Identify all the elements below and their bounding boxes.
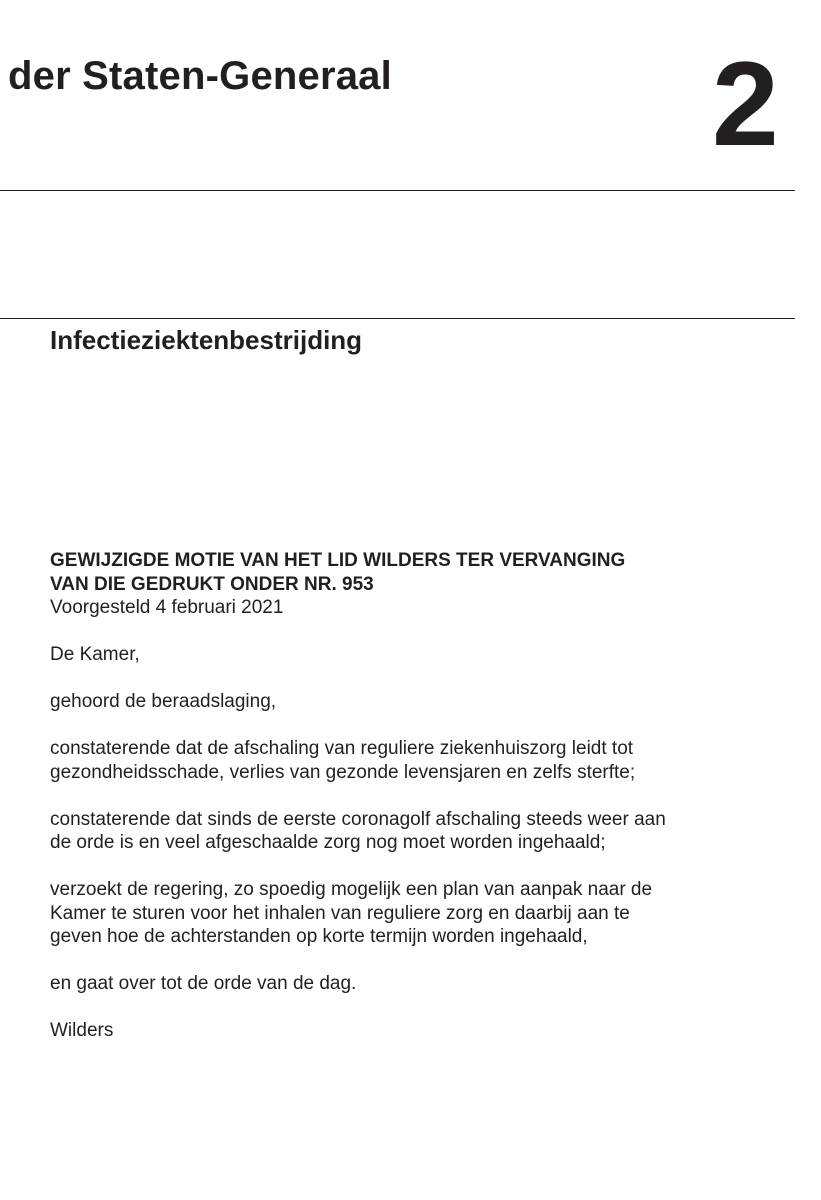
divider-top — [0, 190, 795, 191]
paragraph-request — [50, 878, 790, 949]
paragraph-line: constaterende dat sinds de eerste coronagolf afschaling steeds weer aan — [50, 808, 666, 830]
paragraph-heard — [50, 690, 790, 714]
paragraph-line: De Kamer, — [50, 644, 140, 665]
paragraph-line: gezondheidsschade, verlies van gezonde levensjaren en zelfs sterfte; — [50, 761, 636, 783]
signature-name — [50, 1019, 790, 1043]
divider-subject — [0, 318, 795, 319]
paragraph-line: gehoord de beraadslaging, — [50, 691, 277, 712]
paragraph-line: constaterende dat de afschaling van reguliere ziekenhuiszorg leidt tot — [50, 738, 634, 759]
paragraph-line: Wilders — [50, 1020, 114, 1041]
proposed-date: Voorgesteld 4 februari 2021 — [50, 597, 284, 618]
paragraph-line: en gaat over tot de orde van de dag. — [50, 973, 357, 994]
paragraph-line: geven hoe de achterstanden op korte termijn worden ingehaald, — [50, 926, 588, 947]
motion-heading-line: VAN DIE GEDRUKT ONDER NR. 953 — [50, 573, 374, 595]
motion-heading-line: GEWIJZIGDE MOTIE VAN HET LID WILDERS TER VERVANGING — [50, 550, 626, 571]
publication-title: der Staten-Generaal — [8, 54, 392, 98]
paragraph-closing — [50, 972, 790, 996]
paragraph-line: Kamer te sturen voor het inhalen van reguliere zorg en daarbij aan te — [50, 902, 630, 924]
motion-body — [50, 549, 790, 1043]
paragraph-finding-2 — [50, 808, 790, 855]
paragraph-line: verzoekt de regering, zo spoedig mogelijk een plan van aanpak naar de — [50, 879, 653, 900]
paragraph-line: de orde is en veel afgeschaalde zorg nog moet worden ingehaald; — [50, 832, 606, 853]
motion-heading — [50, 549, 790, 596]
subject-title: Infectieziektenbestrijding — [50, 325, 363, 355]
paragraph-finding-1 — [50, 737, 790, 784]
paragraph-addressee — [50, 643, 790, 667]
document-number: 2 — [712, 37, 779, 171]
